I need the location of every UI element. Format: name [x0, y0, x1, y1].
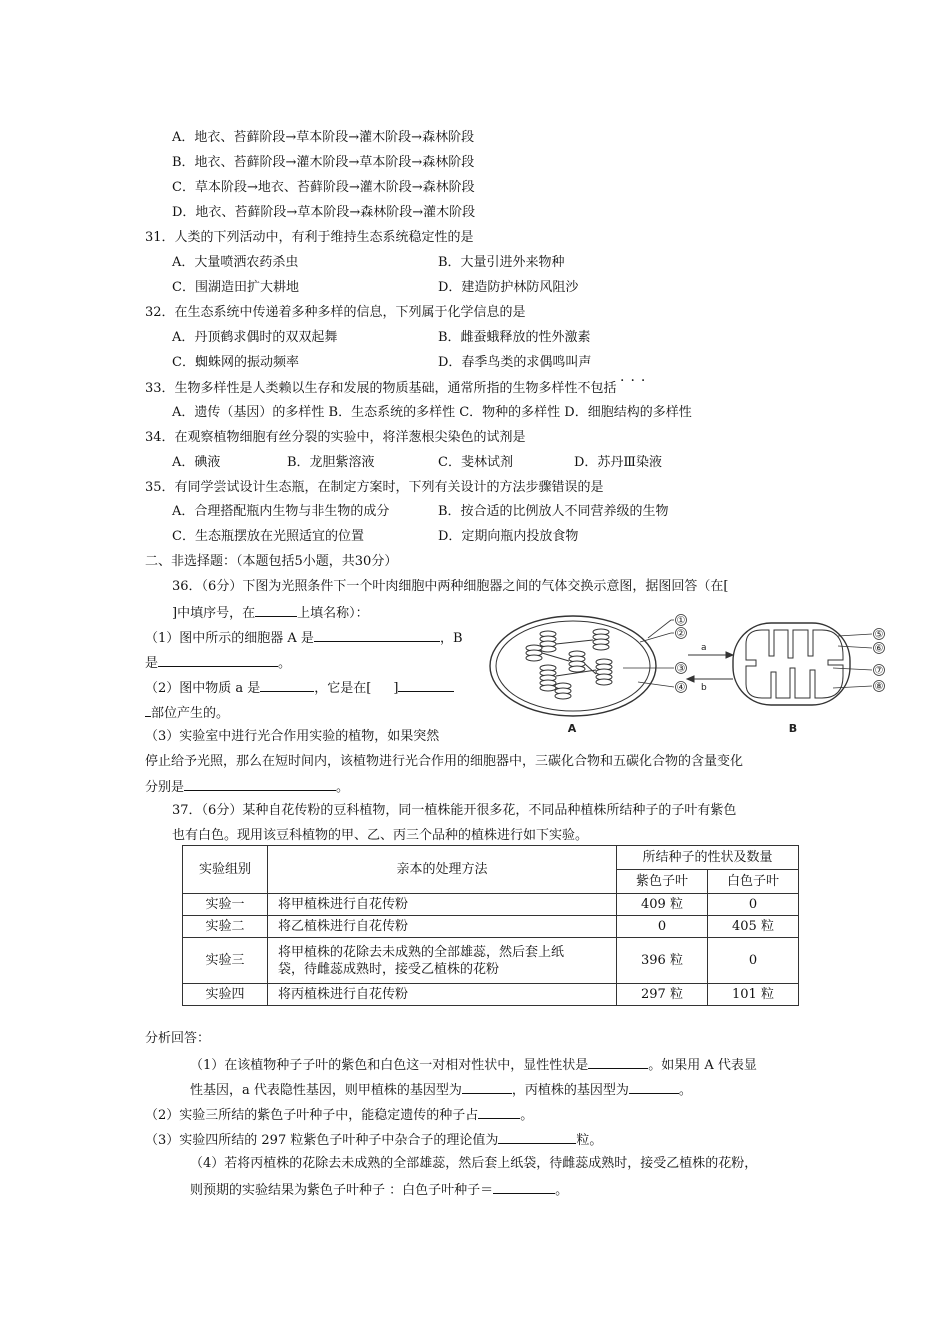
- q36-part2-b: ，它是在[: [314, 681, 372, 696]
- q36-part3-line3: [145, 778, 349, 796]
- table-row: [183, 938, 799, 984]
- section-heading: 二、非选择题：（本题包括5小题，共30分）: [145, 554, 398, 569]
- arrow-a-head: [726, 652, 733, 658]
- emphasis-dots: ···: [620, 373, 652, 389]
- cell-white: 0: [708, 894, 799, 916]
- number-label: ⑤: [874, 629, 884, 641]
- q32-option-b: B．雌蚕蛾释放的性外激素: [438, 330, 591, 345]
- q36-intro-text-b: 上填名称）：: [297, 606, 369, 621]
- table-row: [183, 916, 799, 938]
- arrow-label-b: b: [701, 683, 707, 693]
- q36-part1-b: ，B: [439, 631, 463, 646]
- cell-purple: 396 粒: [617, 938, 708, 984]
- answer-blank-dominant-trait[interactable]: [588, 1056, 648, 1069]
- part-numbers-a: [676, 615, 687, 694]
- q36-part2-cont: [145, 704, 229, 722]
- granum: [593, 629, 609, 650]
- q31-option-d: D．建造防护林防风阻沙: [438, 280, 579, 295]
- number-label: ②: [676, 628, 686, 640]
- q37-part1-e: 。: [678, 1083, 692, 1098]
- cell-group: 实验四: [183, 984, 268, 1006]
- q37-part4-b: 则预期的实验结果为紫色子叶种子 ：白色子叶种子＝: [190, 1183, 494, 1198]
- q37-part1-d: ，丙植株的基因型为: [511, 1083, 629, 1098]
- q36-part3-line1: （3）实验室中进行光合作用实验的植物，如果突然: [145, 729, 440, 744]
- q30-option-a: A．地衣、苔藓阶段→草本阶段→灌木阶段→森林阶段: [172, 130, 475, 145]
- q37-part1-a: （1）在该植物种子子叶的紫色和白色这一对相对性状中，显性性状是: [190, 1058, 589, 1073]
- q30-option-d: D．地衣、苔藓阶段→草本阶段→森林阶段→灌木阶段: [172, 205, 476, 220]
- granum: [526, 645, 542, 661]
- q31-option-b: B．大量引进外来物种: [438, 255, 565, 270]
- figure-label-a: A: [567, 722, 577, 735]
- q35-option-b: B．按合适的比例放人不同营养级的生物: [438, 504, 669, 519]
- q34-stem: 34．在观察植物细胞有丝分裂的实验中，将洋葱根尖染色的试剂是: [145, 430, 526, 445]
- q36-part3-c: 分别是: [145, 780, 185, 795]
- q34-option-d: D．苏丹Ⅲ染液: [574, 455, 662, 470]
- q36-part2: [145, 679, 454, 697]
- q36-part2-d: 部位产生的。: [151, 706, 230, 721]
- answer-blank-substance-a[interactable]: [260, 679, 314, 692]
- q30-option-c: C．草本阶段→地衣、苔藓阶段→灌木阶段→森林阶段: [172, 180, 475, 195]
- cell-white: 405 粒: [708, 916, 799, 938]
- q35-option-c: C．生态瓶摆放在光照适宜的位置: [172, 529, 364, 544]
- cell-method: 将甲植株进行自花传粉: [268, 894, 617, 916]
- q37-part3-a: （3）实验四所结的 297 粒紫色子叶种子中杂合子的理论值为: [145, 1133, 499, 1148]
- q35-option-d: D．定期向瓶内投放食物: [438, 529, 579, 544]
- table-row: [183, 894, 799, 916]
- answer-blank-genotype-bing[interactable]: [629, 1081, 679, 1094]
- q37-part3: [145, 1131, 602, 1149]
- q37-part4-line1: （4）若将丙植株的花除去未成熟的全部雄蕊，然后套上纸袋，待雌蕊成熟时，接受乙植株的花粉，: [190, 1156, 758, 1171]
- q37-intro-line2: 也有白色。现用该豆科植物的甲、乙、丙三个品种的植株进行如下实验。: [172, 828, 589, 843]
- header-white: 白色子叶: [708, 870, 799, 894]
- cell-white: 0: [708, 938, 799, 984]
- q36-intro-text-a: ]中填序号，在: [172, 606, 256, 621]
- blank[interactable]: [255, 604, 297, 617]
- q37-part3-b: 粒。: [576, 1133, 603, 1148]
- gas-exchange-arrows: [687, 652, 733, 682]
- mitochondrion-cristae: [746, 630, 843, 698]
- q32-option-a: A．丹顶鹤求偶时的双双起舞: [172, 330, 338, 345]
- cell-method-line2: 袋，待雌蕊成熟时，接受乙植株的花粉: [278, 961, 500, 977]
- q36-part3-line2: 停止给予光照，那么在短时间内，该植物进行光合作用的细胞器中，三碳化合物和五碳化合物的含量变化: [145, 754, 744, 769]
- header-method: 亲本的处理方法: [268, 846, 617, 894]
- q37-part4-c: 。: [555, 1183, 569, 1198]
- cell-method: 将丙植株进行自花传粉: [268, 984, 617, 1006]
- analysis-heading: 分析回答：: [145, 1031, 211, 1046]
- q34-option-a: A．碘液: [172, 455, 221, 470]
- q36-part1-text: （1）图中所示的细胞器 A 是: [145, 631, 314, 646]
- cell-group: 实验三: [183, 938, 268, 984]
- q32-stem: 32．在生态系统中传递着多种多样的信息，下列属于化学信息的是: [145, 305, 526, 320]
- answer-blank-location[interactable]: [398, 679, 454, 692]
- granum: [569, 651, 585, 672]
- q36-part2-a: （2）图中物质 a 是: [145, 681, 261, 696]
- q35-stem: 35．有同学尝试设计生态瓶，在制定方案时，下列有关设计的方法步骤错误的是: [145, 480, 604, 495]
- q36-part1-c: 是: [145, 656, 159, 671]
- table-row: [183, 984, 799, 1006]
- number-label: ①: [676, 615, 686, 627]
- q37-part1-b: 。如果用 A 代表显: [648, 1058, 757, 1073]
- q37-part1-line1: [190, 1056, 757, 1074]
- granum: [596, 659, 612, 685]
- cell-method: [268, 938, 617, 984]
- q36-intro-line2: [172, 604, 369, 622]
- q37-part1-line2: [190, 1081, 692, 1099]
- number-label: ③: [676, 663, 686, 675]
- q36-part1-cont: [145, 654, 291, 672]
- organelle-gas-exchange-figure: [488, 608, 898, 738]
- header-group: 实验组别: [183, 846, 268, 894]
- answer-blank-ratio[interactable]: [493, 1181, 555, 1194]
- q37-part2: [145, 1106, 533, 1124]
- header-result: 所结种子的性状及数量: [617, 846, 799, 870]
- q32-option-c: C．蜘蛛网的振动频率: [172, 355, 299, 370]
- q36-part1: [145, 629, 463, 647]
- cell-group: 实验二: [183, 916, 268, 938]
- answer-blank-organelle-a[interactable]: [314, 629, 440, 642]
- q31-stem: 31．人类的下列活动中，有利于维持生态系统稳定性的是: [145, 230, 474, 245]
- answer-blank-genotype-jia[interactable]: [462, 1081, 512, 1094]
- answer-blank-heterozygote-count[interactable]: [498, 1131, 576, 1144]
- answer-blank-organelle-b[interactable]: [158, 654, 278, 667]
- q31-option-c: C．围湖造田扩大耕地: [172, 280, 299, 295]
- number-label: ⑦: [874, 665, 884, 677]
- cell-purple: 0: [617, 916, 708, 938]
- number-label: ④: [676, 682, 686, 694]
- cell-purple: 297 粒: [617, 984, 708, 1006]
- figure-label-b: B: [788, 722, 798, 735]
- q36-part3-d: 。: [336, 780, 350, 795]
- cell-white: 101 粒: [708, 984, 799, 1006]
- q37-part2-b: 。: [520, 1108, 534, 1123]
- q31-option-a: A．大量喷洒农药杀虫: [172, 255, 299, 270]
- granum: [555, 683, 571, 699]
- q30-option-b: B．地衣、苔藓阶段→灌木阶段→草本阶段→森林阶段: [172, 155, 475, 170]
- arrow-b-head: [687, 676, 694, 682]
- q33-stem: 33．生物多样性是人类赖以生存和发展的物质基础，通常所指的生物多样性不包括: [145, 381, 617, 396]
- granum: [540, 631, 556, 652]
- granum: [540, 665, 556, 691]
- cell-group: 实验一: [183, 894, 268, 916]
- q37-part1-c: 性基因，a 代表隐性基因，则甲植株的基因型为: [190, 1083, 462, 1098]
- arrow-label-a: a: [701, 643, 707, 653]
- q33-options: A．遗传（基因）的多样性 B．生态系统的多样性 C．物种的多样性 D．细胞结构的多样性: [172, 405, 692, 420]
- experiment-table: [182, 845, 799, 1006]
- q36-intro-line1: 36．（6分）下图为光照条件下一个叶肉细胞中两种细胞器之间的气体交换示意图，据图回答（在[: [172, 579, 729, 594]
- q37-part4-line2: [190, 1181, 568, 1199]
- q32-option-d: D．春季鸟类的求偶鸣叫声: [438, 355, 592, 370]
- number-label: ⑧: [874, 681, 884, 693]
- q35-option-a: A．合理搭配瓶内生物与非生物的成分: [172, 504, 390, 519]
- number-label: ⑥: [874, 643, 884, 655]
- answer-blank-content-change[interactable]: [184, 778, 336, 791]
- part-numbers-b: [874, 629, 885, 693]
- cell-purple: 409 粒: [617, 894, 708, 916]
- q37-part2-a: （2）实验三所结的紫色子叶种子中，能稳定遗传的种子占: [145, 1108, 479, 1123]
- q34-option-b: B．龙胆紫溶液: [287, 455, 375, 470]
- q36-part2-c: ]: [393, 681, 399, 696]
- cell-method: 将乙植株进行自花传粉: [268, 916, 617, 938]
- q34-option-c: C．斐林试剂: [438, 455, 513, 470]
- cell-method-line1: 将甲植株的花除去未成熟的全部雄蕊，然后套上纸: [278, 944, 565, 960]
- q36-part1-d: 。: [278, 656, 292, 671]
- answer-blank-stable-ratio[interactable]: [478, 1106, 520, 1119]
- header-purple: 紫色子叶: [617, 870, 708, 894]
- q37-intro-line1: 37．（6分）某种自花传粉的豆科植物，同一植株能开很多花，不同品种植株所结种子的子叶有紫色: [172, 803, 737, 818]
